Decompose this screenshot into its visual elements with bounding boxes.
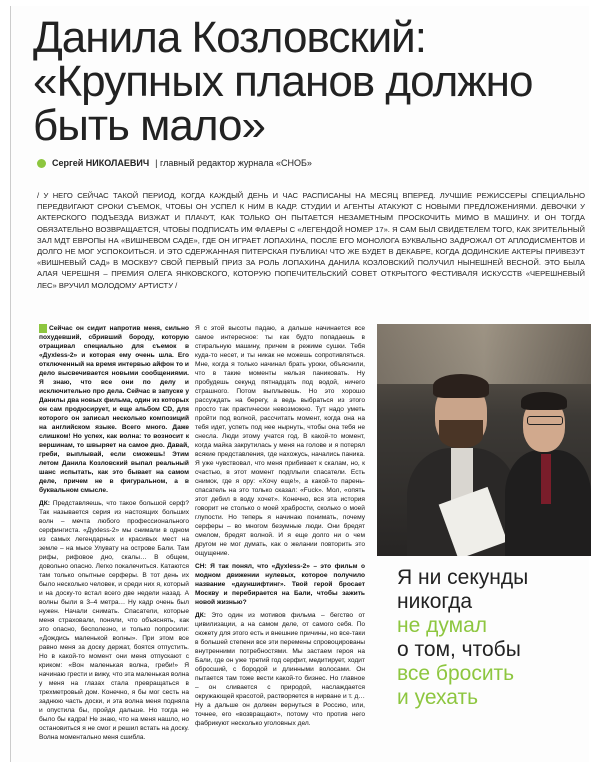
speaker-label: СН: — [195, 563, 207, 570]
article-photo — [377, 324, 591, 556]
speaker-label: ДК: — [195, 612, 206, 619]
byline — [37, 158, 312, 168]
magazine-page — [10, 6, 589, 762]
column-left — [39, 324, 189, 746]
author-role: | главный редактор журнала «СНОБ» — [155, 158, 312, 168]
title-line: «Крупных планов должно — [33, 57, 533, 106]
intro-paragraph: / У НЕГО СЕЙЧАС ТАКОЙ ПЕРИОД, КОГДА КАЖДЫЙ ДЕНЬ И ЧАС РАСПИСАНЫ НА МЕСЯЦ ВПЕРЕД. ЛУЧШИЕ РЕЖИССЕРЫ СПЕЦИАЛЬНО ПЕРЕДВИГАЮТ СРОКИ СЪЕМОК, ЧТОБЫ ОН УСПЕЛ К НИМ В КАДР. СТУДИИ И АГЕНТЫ АТАКУЮТ С НОВЫМИ ПРЕДЛОЖЕНИЯМИ. ДЕВОЧКИ У АКТЕРСКОГО ПОДЪЕЗДА ВИЗЖАТ И ПЛАЧУТ, КАК ТОЛЬКО ОН ПЫТАЕТСЯ НЕЗАМЕТНЫМ ПРОСКОЧИТЬ МИМО В МАШИНУ. И ОН ТОГДА ОБЯЗАТЕЛЬНО ВОЗВРАЩАЕТСЯ, ЧТОБЫ ПОДПИСАТЬ ИМ ФЛАЕРЫ С «ЛЕГЕНДОЙ НОМЕР 17». Я САМ БЫЛ СВИДЕТЕЛЕМ ТОГО, КАК ЗРИТЕЛЬНЫЙ ЗАЛ МДТ ЕВРОПЫ НА «ВИШНЕВОМ САДЕ», ГДЕ ОН ИГРАЕТ ЛОПАХИНА, ПОСЛЕ ЕГО МОНОЛОГА БУКВАЛЬНО ЗАДРОЖАЛ ОТ АПЛОДИСМЕНТОВ И ДОЛГО НЕ МОГ УСПОКОИТЬСЯ. И ЭТО СДЕРЖАННАЯ ПИТЕРСКАЯ ПУБЛИКА! ЧТО ЖЕ БУДЕТ В ДЕКАБРЕ, КОГДА ДОДИНСКИЕ АКТЕРЫ ПРИВЕЗУТ «ВИШНЕВЫЙ САД» В МОСКВУ? СВОЙ ПЕРВЫЙ ПРИЗ ЗА РОЛЬ ЛОПАХИНА ДАНИЛА КОЗЛОВСКИЙ ПОЛУЧИЛ НЫНЕШНЕЙ ВЕСНОЙ. ЭТО БЫЛА АЛАЯ ЧЕРЕШНЯ – ПРЕМИЯ ОЛЕГА ЯНКОВСКОГО, КОТОРУЮ ПОПЕЧИТЕЛЬСКИЙ СОВЕТ ОТКРЫТОГО ФЕСТИВАЛЯ ИСКУССТВ «ЧЕРЕШНЕВЫЙ ЛЕС» ВРУЧИЛ МОЛОДОМУ АРТИСТУ / — [37, 191, 585, 290]
title-line: быть мало» — [33, 101, 265, 150]
pull-quote — [397, 566, 587, 710]
answer-paragraph — [195, 611, 365, 728]
article-title — [33, 13, 553, 150]
author-name: Сергей НИКОЛАЕВИЧ — [52, 158, 150, 168]
pullquote-line: никогда — [397, 590, 473, 613]
quote-mark-icon — [39, 324, 47, 333]
question-text: Я так понял, что «Духless-2» – это фильм о модном движении нулевых, которое получило название «дауншифтинг». Твой герой бросает Москву и перебирается на Бали, чтобы зажить новой жизнью? — [195, 563, 365, 606]
column-middle — [195, 324, 365, 732]
bullet-icon — [37, 159, 46, 168]
pullquote-line-accent: все бросить — [397, 662, 515, 685]
answer-text: Это один из мотивов фильма – бегство от цивилизации, а на самом деле, от самого себя. По сюжету для этого есть и внешние причины, но все-таки в большей степени все эти перемены спровоцированы внутренними потребностями. Мы застаем героя на Бали, где он уже третий год серфит, медитирует, ходит обросший, с бородой и длинными волосами. Он пытается там тоже вести какой-то бизнес. Но главное – он сливается с природой, наслаждается окружающей красотой, растворяется в нирване и т. д… Ну а дальше он должен вернуться в Россию, или, точнее, его «возвращают», потому что против него фабрикуют несколько уголовных дел. — [195, 612, 365, 727]
answer-paragraph — [39, 499, 189, 742]
question-paragraph — [195, 562, 365, 607]
pullquote-line: о том, чтобы — [397, 638, 521, 661]
lead-text: Сейчас он сидит напротив меня, сильно похудевший, сбривший бороду, которую отращивал специально для съемок в «Духless-2» и которая ему очень шла. Его отключенный на время интервью айфон то и дело высвечивается новыми сообщениями. Я знаю, что все они по делу и исключительно про дела. Сейчас в запуске у Данилы два новых фильма, один из которых он сам продюсирует, и еще альбом CD, для которого он записал несколько композиций на английском языке. Всего много. Даже слишком! Но успех, как волна: то возносит к вершинам, то швыряет на самое дно. Давай, греби, выплывай, если сможешь! Этим летом Данила Козловский выпал реальный шанс испытать, как это бывает на самом деле, причем не в фигуральном, а в буквальном смысле. — [39, 325, 189, 494]
body-paragraph: Я с этой высоты падаю, а дальше начинается все самое интересное: ты как будто попадаешь в стиральную машину, причем в режиме сушки. Тебя куда-то несет, и ты никак не можешь сопротивляться. Мне, когда я только начинал брать уроки, объяснили, что в такие моменты нельзя паниковать. Ну пробудешь секунд пятнадцать под водой, ничего страшного. Потом выплывешь. Но это хорошо рассуждать на берегу, а ведь выбраться из этого просто так практически невозможно. Тут надо уметь пройти под волной, рассчитать момент, когда она на тебя идет, успеть под нее нырнуть, чтобы она тебя не снесла. Люди этому учатся год. В какой-то момент, когда майка закрутилась у меня на голове и я потерял всякие представления, где нахожусь, начались паника. Я уже чувствовал, что меня прибивает к скалам, но, к счастью, в этот момент подплыли спасатели. Есть снимок, где я ору: «Хочу еще!», а какой-то парень-спасатель на это только сказал: «Fuck». Мол, «опять этот дебил в воду хочет». Конечно, вся эта история говорит не столько о моей храбрости, сколько о моей глупости. Но теперь я начинаю понимать, почему серферы – во многом безумные люди. Они бредят смелом, бредят волной. И я еще долго ни о чем другом не мог думать, как о желании повторить это ощущение. — [195, 325, 365, 557]
lead-paragraph — [39, 324, 189, 495]
title-line: Данила Козловский: — [33, 13, 426, 62]
answer-text: Представляешь, что такое большой серф? Так называется серия из настоящих больших волн – мечта любого профессионального серфингиста. «Духless-2» мы снимали в одном из самых легендарных и красивых мест на земле – на мысе Улувату на острове Бали. Там рифы, рифовое дно, скалы… В общем, довольно опасно. Легко покалечиться. Катаются там только опытные серферы. В тот день их было несколько человек, и среди них я, который и на доску-то встал всего две недели назад. А волны были в 3–4 метра… Ну кадр очень был нужен. Начали снимать. Спасатели, которые меня страховали, поняли, что объяснять, как это опасно, бесполезно, и только попросили: «Дождись маленькой волны». При этом все равно меня за доску держат, боятся отпустить. Но в какой-то момент они меня отпускают с криком: «Вон маленькая волна, греби!» Я начинаю грести и вижу, что эта маленькая волна у меня на глазах стала превращаться в трехметровый дом. Конечно, я бы мог сесть на заднюю часть доски, и эта волна меня подняла и опустила бы, пройдя дальше. Но тогда не было бы кадра! Не знаю, что на меня нашло, но остановиться я не смог и решил встать на доску. Волна моментально меня сшибла. — [39, 500, 189, 741]
pullquote-line-accent: не думал — [397, 614, 487, 637]
pullquote-line-accent: и уехать — [397, 686, 479, 709]
speaker-label: ДК: — [39, 500, 50, 507]
pullquote-line: Я ни секунды — [397, 566, 529, 589]
